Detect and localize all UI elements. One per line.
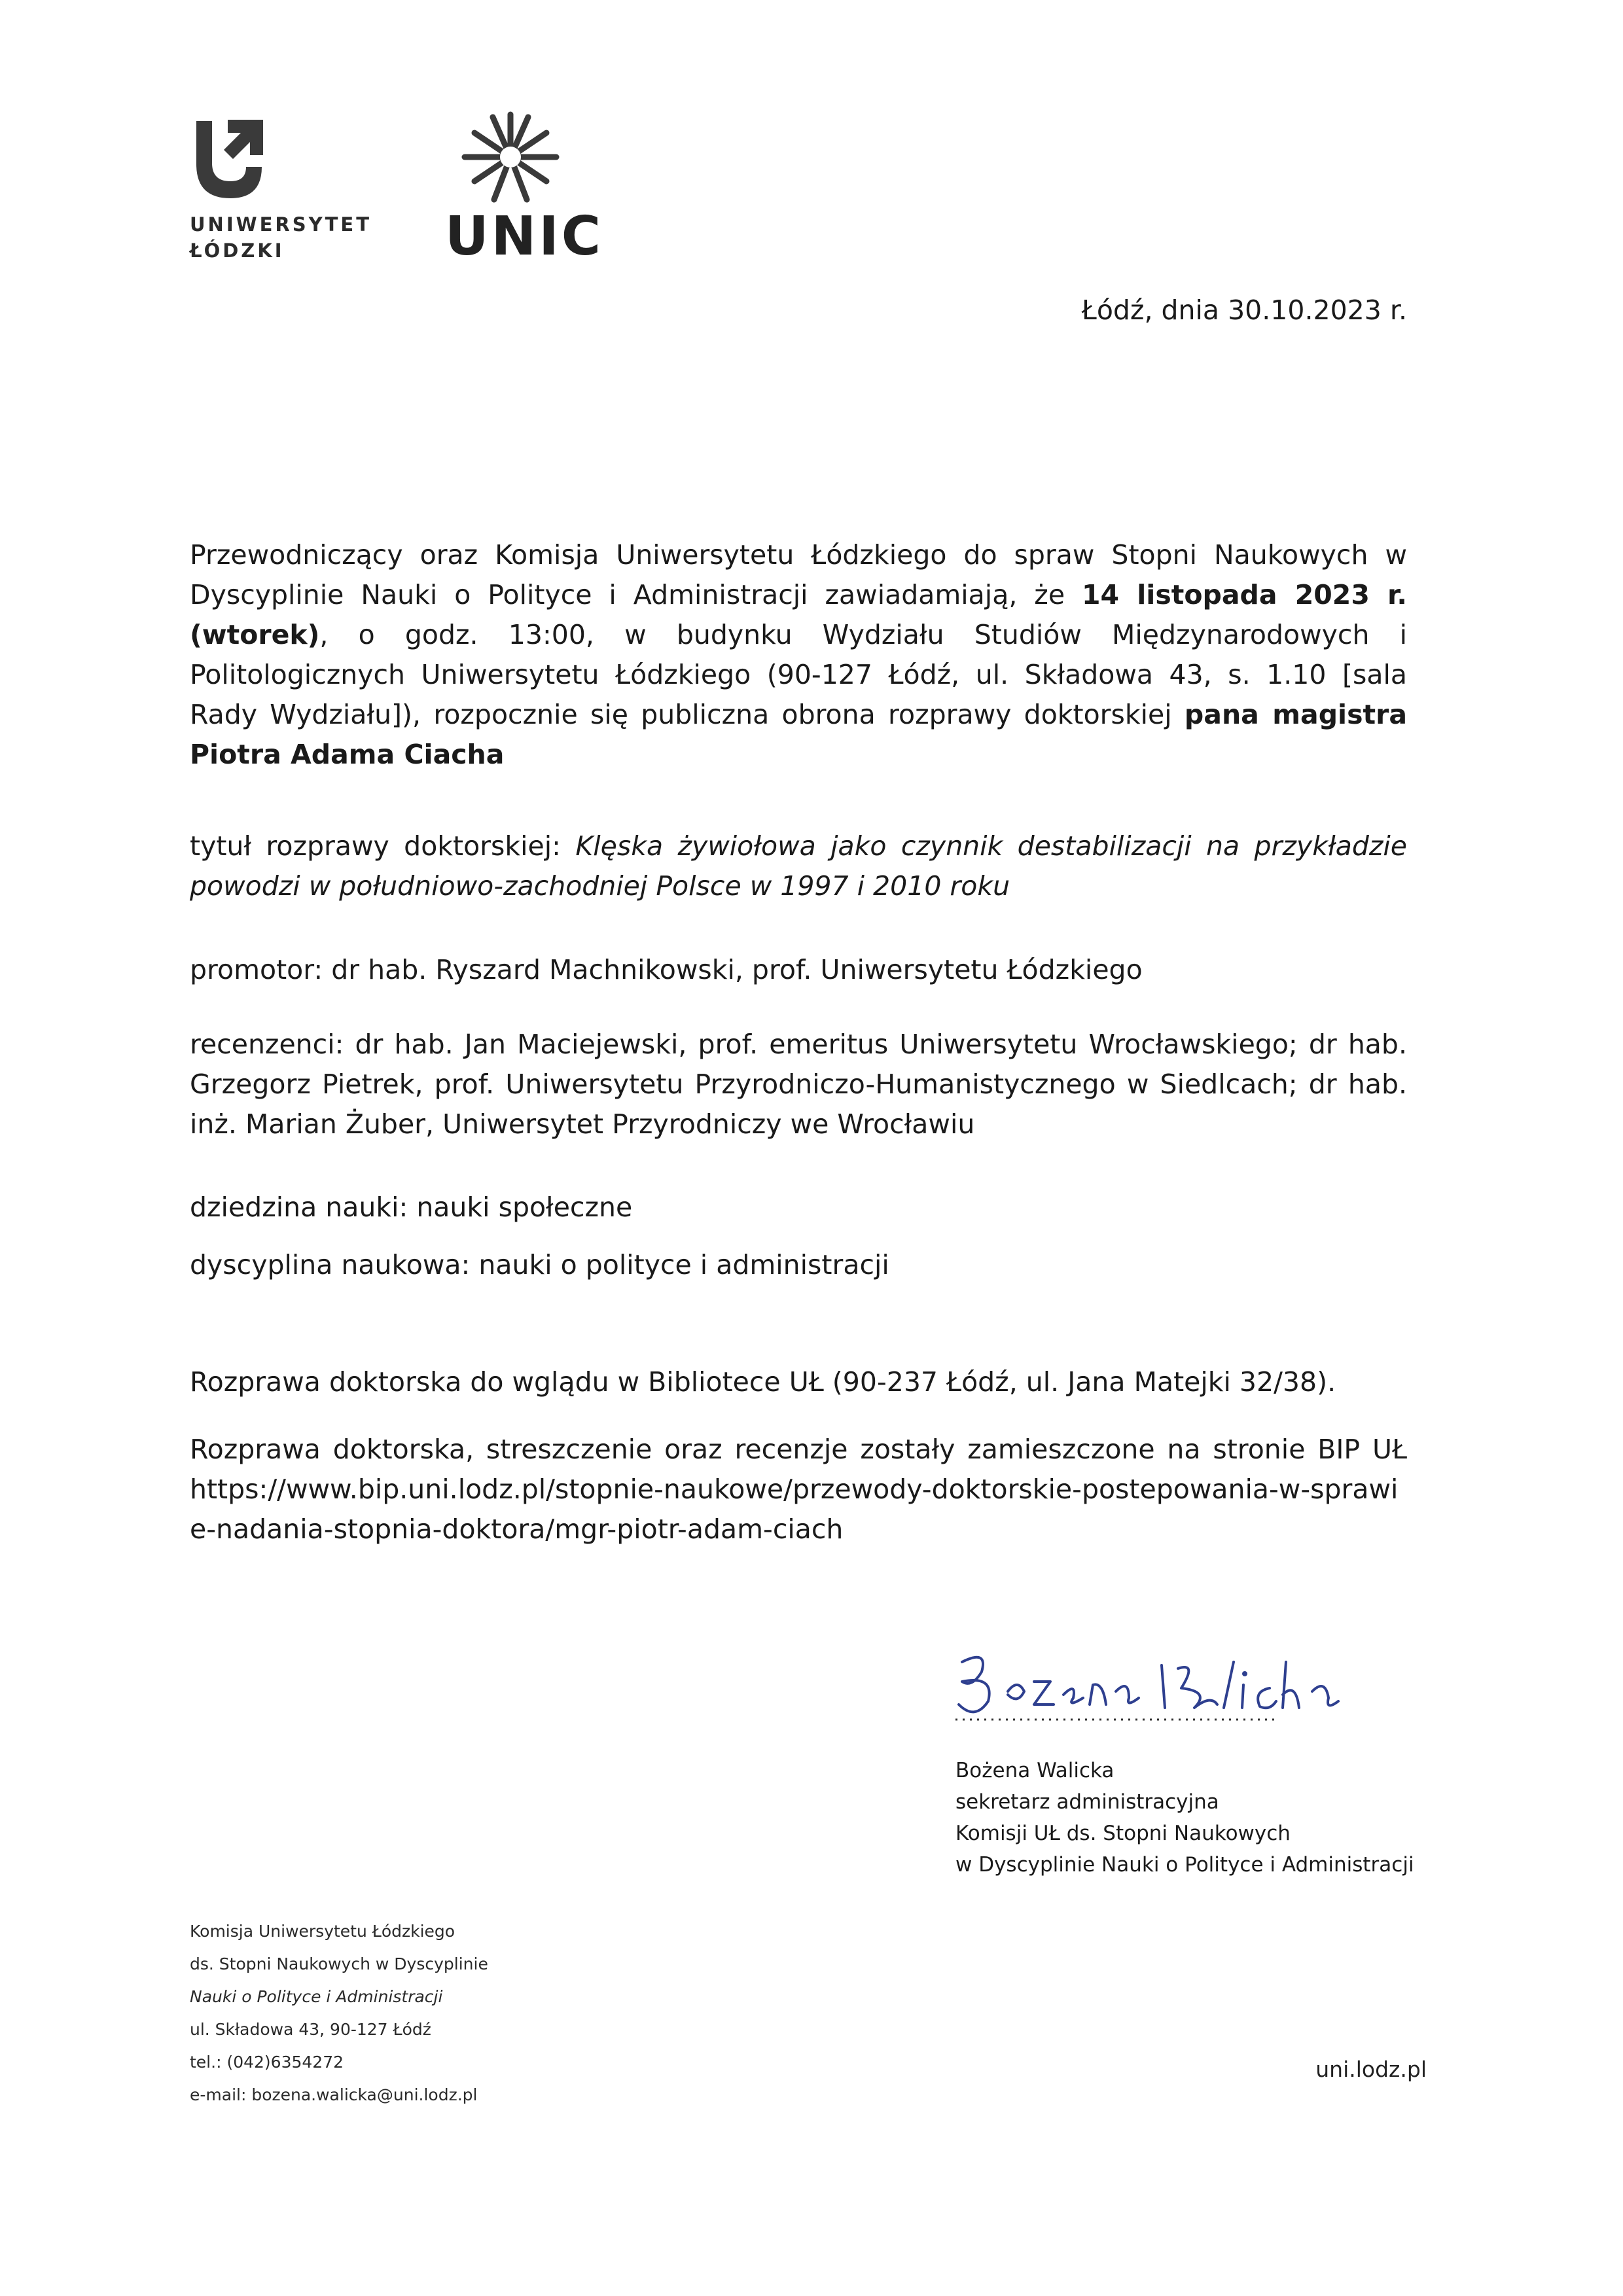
website-link[interactable]: uni.lodz.pl (1315, 2057, 1427, 2082)
footer-email: e-mail: bozena.walicka@uni.lodz.pl (190, 2085, 478, 2104)
footer-phone: tel.: (042)6354272 (190, 2053, 344, 2072)
signatory-block (955, 1755, 1414, 1881)
letter-date: Łódź, dnia 30.10.2023 r. (1081, 294, 1407, 326)
university-name-line2: ŁÓDZKI (190, 239, 285, 262)
bip-notice (190, 1430, 1407, 1549)
footer-line-4: ul. Składowa 43, 90-127 Łódź (190, 2020, 431, 2039)
thesis-title: Klęska żywiołowa jako czynnik destabilizacji na przykładzie powodzi w południowo-zachodniej Polsce w 1997 i 2010 roku (190, 830, 1407, 902)
footer-line-1: Komisja Uniwersytetu Łódzkiego (190, 1922, 455, 1941)
university-logo (190, 115, 380, 264)
handwritten-signature (936, 1642, 1381, 1734)
unic-wordmark: UNIC (445, 205, 603, 268)
bip-text: Rozprawa doktorska, streszczenie oraz recenzje zostały zamieszczone na stronie BIP UŁ (190, 1434, 1407, 1465)
ul-emblem-icon (190, 115, 268, 200)
footer-line-2: ds. Stopni Naukowych w Dyscyplinie (190, 1954, 488, 1973)
university-name-line1: UNIWERSYTET (190, 213, 372, 236)
defense-date: 14 listopada 2023 r. (wtorek) (190, 579, 1407, 650)
library-notice: Rozprawa doktorska do wglądu w Bibliotece UŁ (90-237 Łódź, ul. Jana Matejki 32/38). (190, 1366, 1336, 1398)
signatory-org-line1: Komisji UŁ ds. Stopni Naukowych (955, 1822, 1291, 1845)
announcement-text-2: , o godz. 13:00, w budynku Wydziału Studiów Międzynarodowych i Politologicznych Uniwersytetu Łódzkiego (90-127 Łódź, ul. Składowa 43, s. 1.10 [sala Rady Wydziału]), rozpocznie się publiczna obrona rozprawy doktorskiej (190, 619, 1407, 730)
footer-address (190, 1915, 488, 2111)
reviewers-paragraph: recenzenci: dr hab. Jan Maciejewski, prof. emeritus Uniwersytetu Wrocławskiego; dr hab. Grzegorz Pietrek, prof. Uniwersytetu Przyrodniczo-Humanistycznego w Siedlcach; dr hab. inż. Marian Żuber, Uniwersytet Przyrodniczy we Wrocławiu (190, 1029, 1407, 1140)
candidate-name: pana magistra Piotra Adama Ciacha (190, 699, 1407, 770)
unic-logo (445, 108, 603, 268)
footer-line-3: Nauki o Polityce i Administracji (190, 1987, 443, 2006)
field-of-science: dziedzina nauki: nauki społeczne (190, 1192, 633, 1223)
thesis-label: tytuł rozprawy doktorskiej: (190, 830, 576, 862)
bip-url: https://www.bip.uni.lodz.pl/stopnie-naukowe/przewody-doktorskie-postepowania-w-sprawie-nadania-stopnia-doktora/mgr-piotr-adam-ciach (190, 1474, 1399, 1545)
signature-drawing (936, 1642, 1381, 1734)
signatory-role: sekretarz administracyjna (955, 1790, 1219, 1814)
signatory-name: Bożena Walicka (955, 1759, 1115, 1782)
announcement-paragraph (190, 535, 1407, 775)
university-name (190, 211, 380, 264)
promotor-line: promotor: dr hab. Ryszard Machnikowski, prof. Uniwersytetu Łódzkiego (190, 954, 1143, 985)
scientific-discipline: dyscyplina naukowa: nauki o polityce i administracji (190, 1249, 889, 1280)
announcement-text-1: Przewodniczący oraz Komisja Uniwersytetu Łódzkiego do spraw Stopni Naukowych w Dyscyplinie Nauki o Polityce i Administracji zawiadamiają, że (190, 539, 1407, 610)
signatory-org-line2: w Dyscyplinie Nauki o Polityce i Administracji (955, 1853, 1414, 1877)
thesis-title-paragraph (190, 826, 1407, 906)
unic-star-icon (455, 108, 566, 206)
